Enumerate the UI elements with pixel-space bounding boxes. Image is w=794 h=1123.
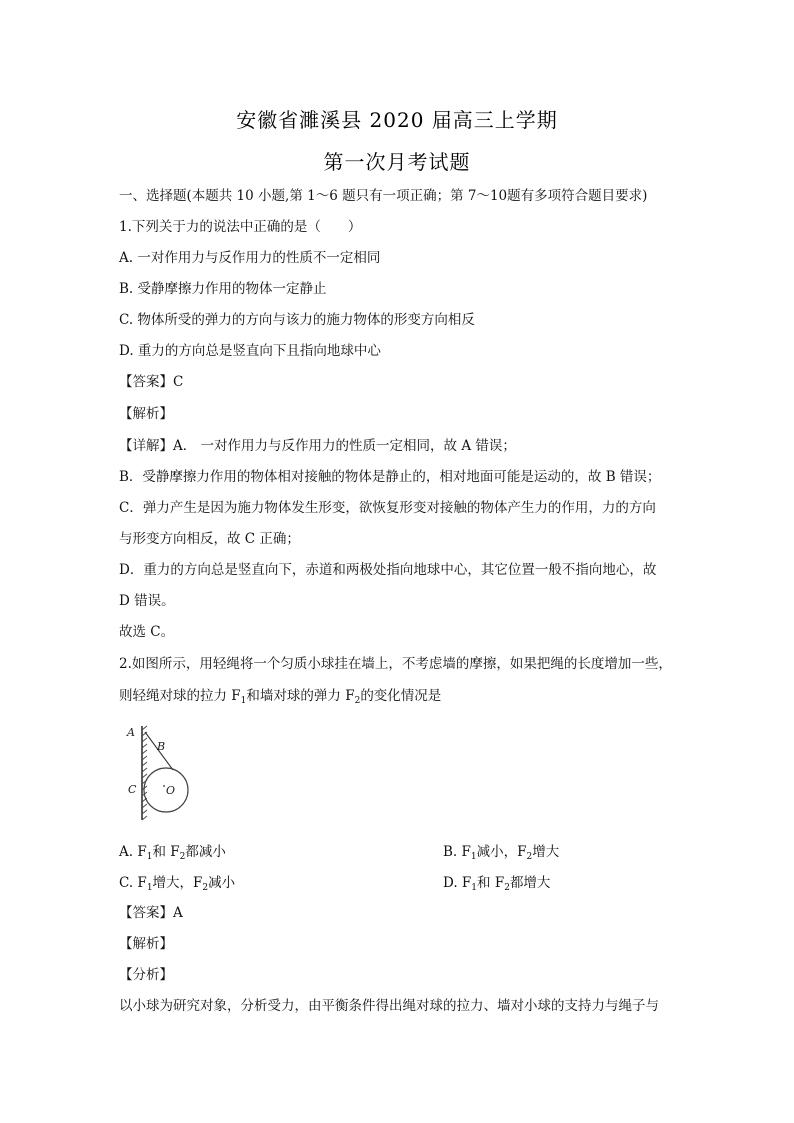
q1-detail-line: B．受静摩擦力作用的物体相对接触的物体是静止的，相对地面可能是运动的，故 B 错误； <box>119 469 661 485</box>
subscript: 2 <box>202 883 209 893</box>
q1-detail-line: 与形变方向相反，故 C 正确； <box>119 531 300 547</box>
document-title-line2: 第一次月考试题 <box>323 150 471 174</box>
q2-stem-line2 <box>119 686 679 711</box>
document-title-line1: 安徽省濉溪县 2020 届高三上学期 <box>236 108 558 132</box>
option-part: 都减小 <box>185 844 226 860</box>
q1-option-d: D. 重力的方向总是竖直向下且指向地球中心 <box>119 343 381 359</box>
subscript: 2 <box>526 852 533 862</box>
q1-detail-line: D．重力的方向总是竖直向下，赤道和两极处指向地球中心，其它位置一般不指向地心，故 <box>119 562 657 578</box>
label-a: A <box>127 726 135 739</box>
option-part: A. F <box>119 844 147 860</box>
q1-answer: 【答案】C <box>119 374 184 390</box>
q2-analysis-text: 以小球为研究对象，分析受力，由平衡条件得出绳对球的拉力、墙对小球的支持力与绳子与 <box>119 998 659 1014</box>
q2-answer: 【答案】A <box>119 905 183 921</box>
q2-option-b <box>443 842 559 867</box>
option-part: 和 F <box>152 844 180 860</box>
section-heading: 一、选择题(本题共 10 小题,第 1～6 题只有一项正确；第 7～10题有多项符合题目要求) <box>119 188 648 204</box>
option-part: 和 F <box>477 875 505 891</box>
q1-detail-line: 故选 C。 <box>119 624 175 640</box>
subscript: 1 <box>146 883 153 893</box>
q2-option-a <box>119 842 226 867</box>
option-part: 减小 <box>208 875 236 891</box>
q1-analysis-label: 【解析】 <box>119 406 173 422</box>
q2-option-d <box>443 873 550 898</box>
option-part: C. F <box>119 875 147 891</box>
subscript: 1 <box>240 696 247 706</box>
q1-option-a: A. 一对作用力与反作用力的性质不一定相同 <box>119 250 381 266</box>
subscript: 2 <box>179 852 186 862</box>
option-part: B. F <box>443 844 471 860</box>
q2-analysis-sub: 【分析】 <box>119 967 173 983</box>
q2-analysis-label: 【解析】 <box>119 936 173 952</box>
q1-stem: 1.下列关于力的说法中正确的是（ ） <box>119 219 362 235</box>
q2-option-c <box>119 873 235 898</box>
q1-detail-line: D 错误。 <box>119 593 175 609</box>
q1-detail-line: C．弹力产生是因为施力物体发生形变，欲恢复形变对接触的物体产生力的作用，力的方向 <box>119 500 656 516</box>
subscript: 2 <box>504 883 510 893</box>
q2-stem-part: 的变化情况是 <box>360 688 442 704</box>
option-part: 减小，F <box>476 844 527 860</box>
subscript: 2 <box>354 696 361 706</box>
label-c: C <box>128 783 137 796</box>
subscript: 1 <box>470 852 477 862</box>
ball-on-wall-figure <box>119 720 209 832</box>
q1-detail-line: 【详解】A． 一对作用力与反作用力的性质一定相同，故 A 错误； <box>119 438 516 454</box>
q2-stem-line1: 2.如图所示，用轻绳将一个匀质小球挂在墙上，不考虑墙的摩擦，如果把绳的长度增加一些， <box>119 656 672 672</box>
label-b: B <box>157 740 166 753</box>
option-part: 都增大 <box>509 875 551 891</box>
option-part: 增大 <box>532 844 560 860</box>
label-o: O <box>166 784 176 797</box>
option-part: 增大，F <box>152 875 203 891</box>
q2-stem-part: 则轻绳对球的拉力 F <box>119 688 241 704</box>
option-part: D. F <box>443 875 472 891</box>
subscript: 1 <box>146 852 153 862</box>
ball-center-dot <box>163 785 165 787</box>
subscript: 1 <box>471 883 478 893</box>
q2-stem-part: 和墙对球的弹力 F <box>246 688 355 704</box>
q1-option-c: C. 物体所受的弹力的方向与该力的施力物体的形变方向相反 <box>119 312 475 328</box>
q1-option-b: B. 受静摩擦力作用的物体一定静止 <box>119 281 327 297</box>
